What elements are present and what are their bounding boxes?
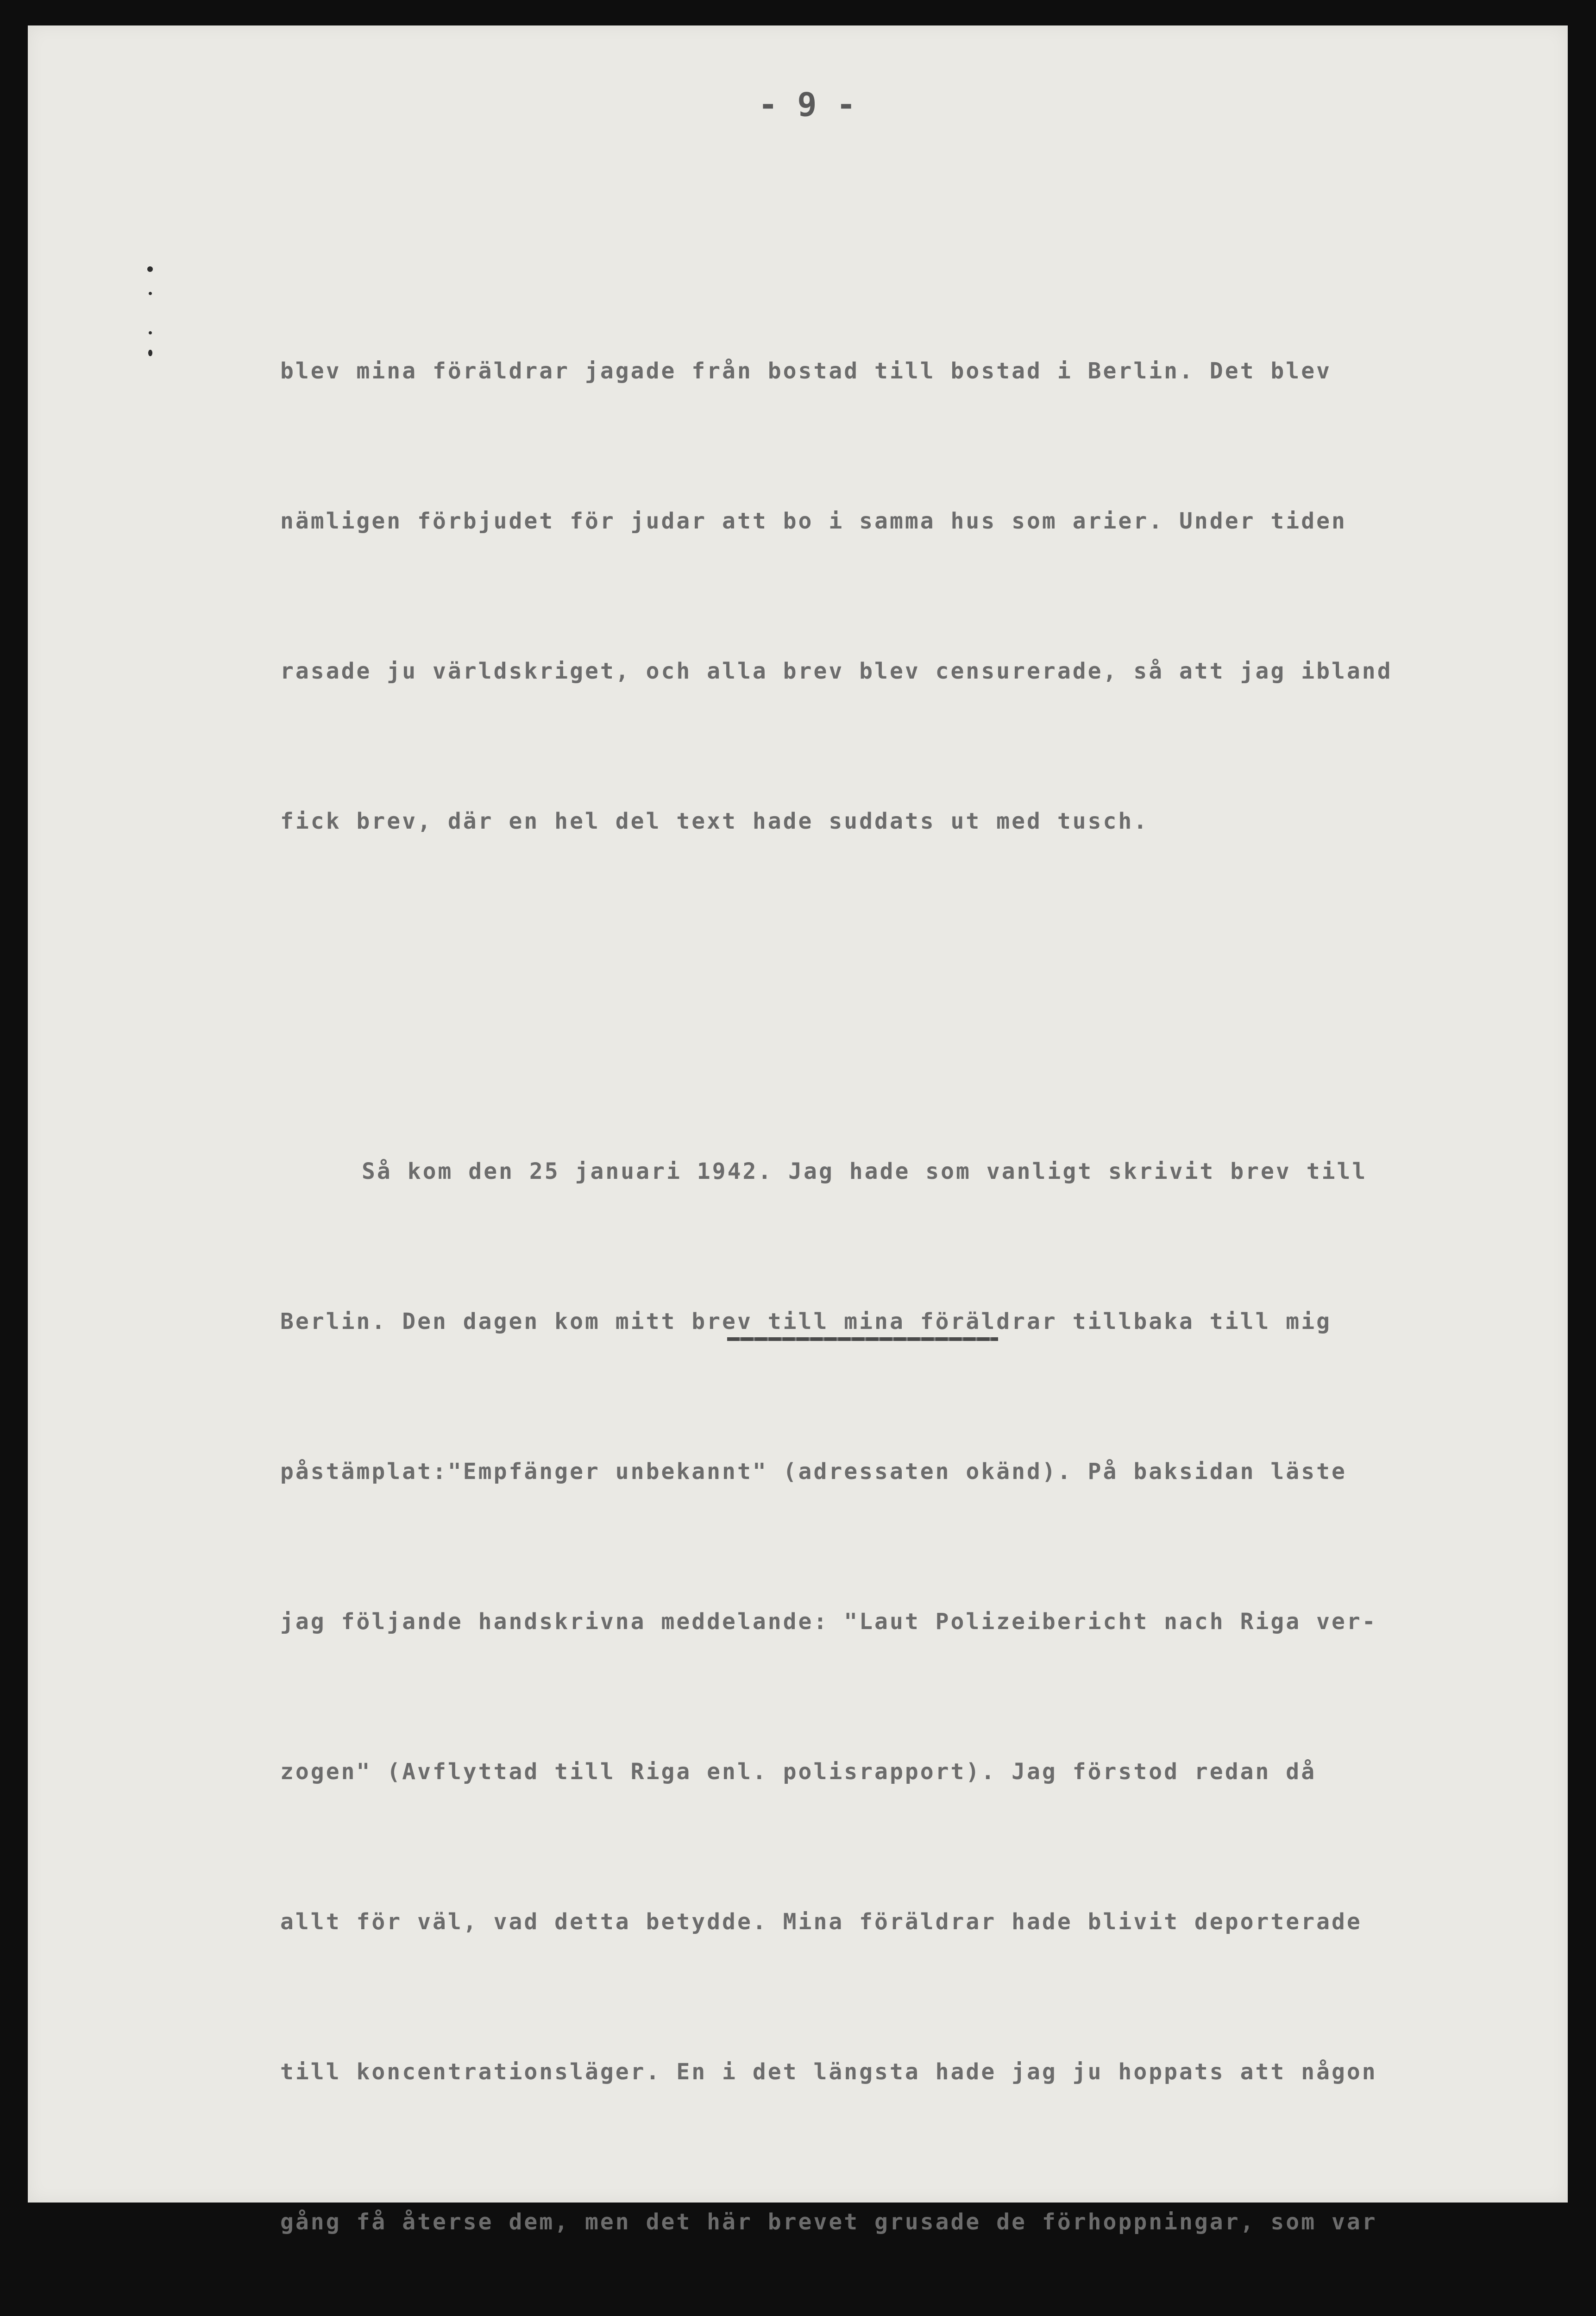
text-line: till koncentrationsläger. En i det längsta hade jag ju hoppats att någon (280, 2059, 1377, 2085)
text-line: påstämplat:"Empfänger unbekannt" (adressaten okänd). På baksidan läste (280, 1459, 1347, 1485)
margin-dot (149, 292, 152, 295)
text-line: zogen" (Avflyttad till Riga enl. polisrapport). Jag förstod redan då (280, 1759, 1317, 1785)
text-line: blev mina föräldrar jagade från bostad till bostad i Berlin. Det blev (280, 358, 1332, 384)
margin-dot (149, 331, 152, 334)
margin-dot (147, 266, 153, 272)
paragraph-1 (280, 246, 1540, 946)
text-line: Så kom den 25 januari 1942. Jag hade som vanligt skrivit brev till (362, 1158, 1368, 1184)
paragraph-2 (280, 1046, 1540, 2316)
text-line: gång få återse dem, men det här brevet grusade de förhoppningar, som var (280, 2209, 1377, 2235)
text-line: fick brev, där en hel del text hade suddats ut med tusch. (280, 808, 1149, 834)
body-text (280, 146, 1540, 2316)
text-line: nämligen förbjudet för judar att bo i samma hus som arier. Under tiden (280, 508, 1347, 534)
page-number: - 9 - (758, 86, 856, 124)
document-page (28, 25, 1568, 2235)
text-line: allt för väl, vad detta betydde. Mina föräldrar hade blivit deporterade (280, 1909, 1362, 1935)
text-line: Berlin. Den dagen kom mitt brev till mina föräldrar tillbaka till mig (280, 1309, 1332, 1334)
end-separator-line (727, 1337, 998, 1341)
margin-dot (148, 350, 152, 356)
text-line: rasade ju världskriget, och alla brev blev censurerade, så att jag ibland (280, 658, 1393, 684)
text-line: jag följande handskrivna meddelande: "Laut Polizeibericht nach Riga ver- (280, 1609, 1377, 1635)
